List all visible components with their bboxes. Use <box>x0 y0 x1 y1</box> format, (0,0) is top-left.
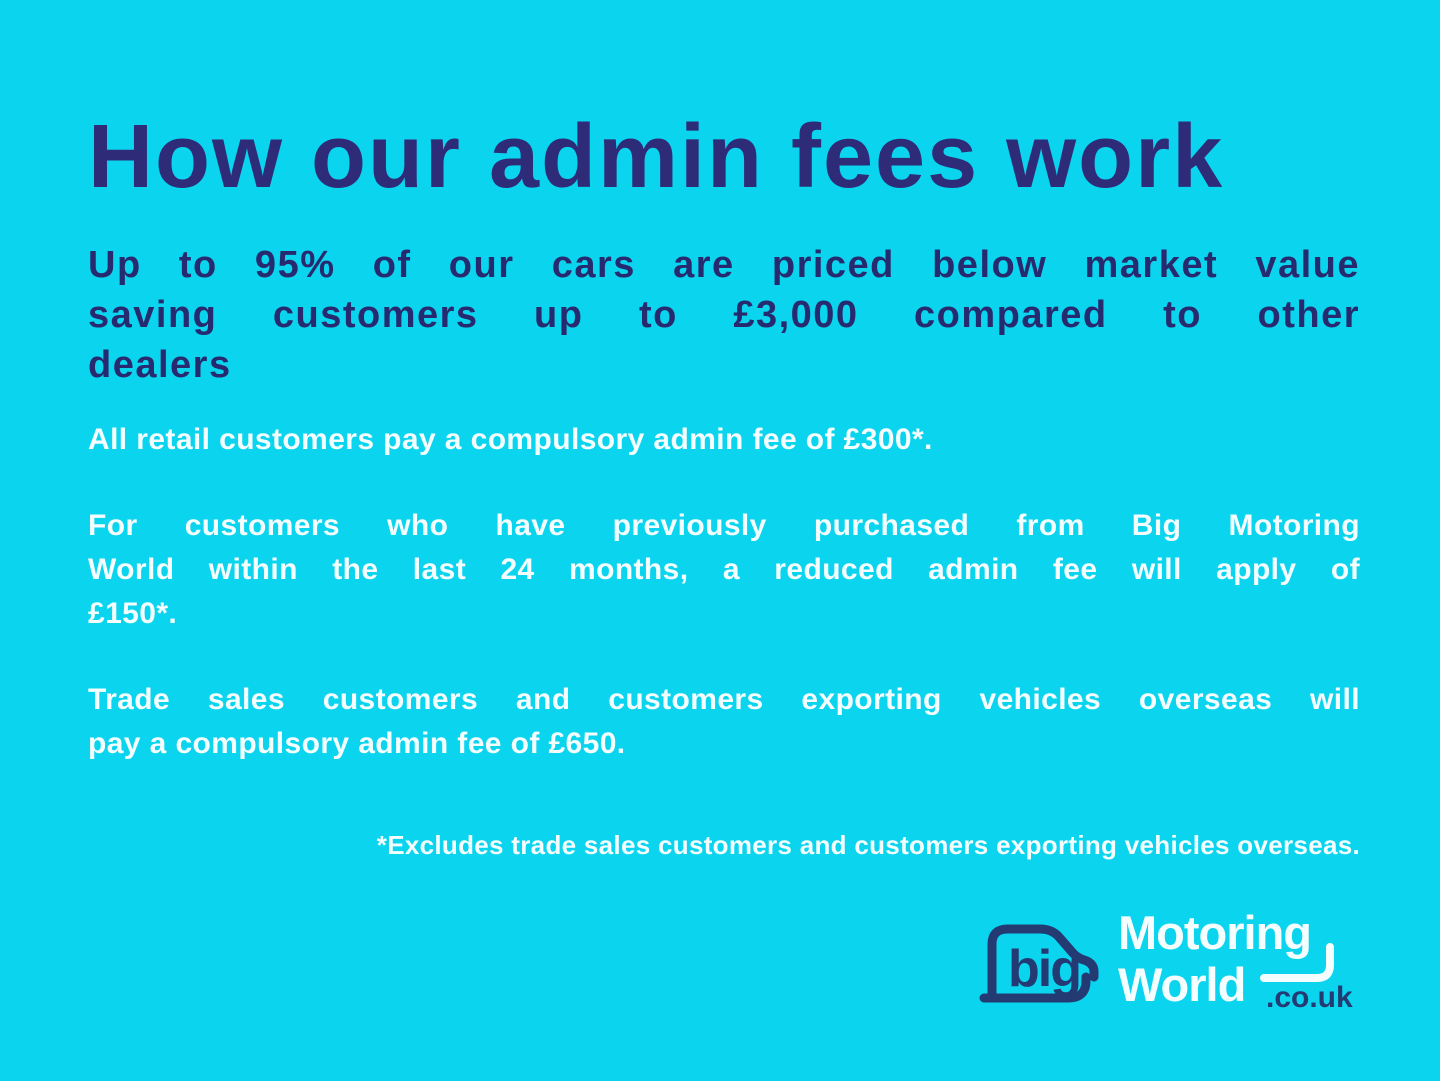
subtitle-line-1: Up to 95% of our cars are priced below market value <box>88 243 1360 286</box>
paragraph-trade-line-1: Trade sales customers and customers exporting vehicles overseas will <box>88 682 1360 716</box>
paragraph-returning-line-1: For customers who have previously purchased from Big Motoring <box>88 508 1360 542</box>
footnote-exclusions: *Excludes trade sales customers and customers exporting vehicles overseas. <box>376 829 1360 860</box>
paragraph-returning-customer-fee <box>88 504 1360 636</box>
paragraph-retail-fee <box>88 418 1360 462</box>
page-title: How our admin fees work <box>88 107 1225 207</box>
paragraph-trade-export-fee <box>88 678 1360 766</box>
big-motoring-world-logo <box>978 897 1398 1019</box>
car-logo-icon <box>978 897 1398 1019</box>
subtitle-line-2: saving customers up to £3,000 compared to other <box>88 293 1360 336</box>
subtitle-line-3: dealers <box>88 343 232 386</box>
logo-text-big: big <box>1008 940 1080 998</box>
subtitle <box>88 240 1360 390</box>
paragraph-returning-line-3: £150*. <box>88 596 178 630</box>
logo-text-motoring: Motoring <box>1118 906 1311 959</box>
paragraph-returning-line-2: World within the last 24 months, a reduced admin fee will apply of <box>88 552 1360 586</box>
logo-text-domain: .co.uk <box>1266 981 1353 1014</box>
paragraph-trade-line-2: pay a compulsory admin fee of £650. <box>88 726 626 760</box>
logo-text-world: World <box>1118 958 1246 1011</box>
paragraph-retail-fee-line-1: All retail customers pay a compulsory admin fee of £300*. <box>88 422 933 456</box>
